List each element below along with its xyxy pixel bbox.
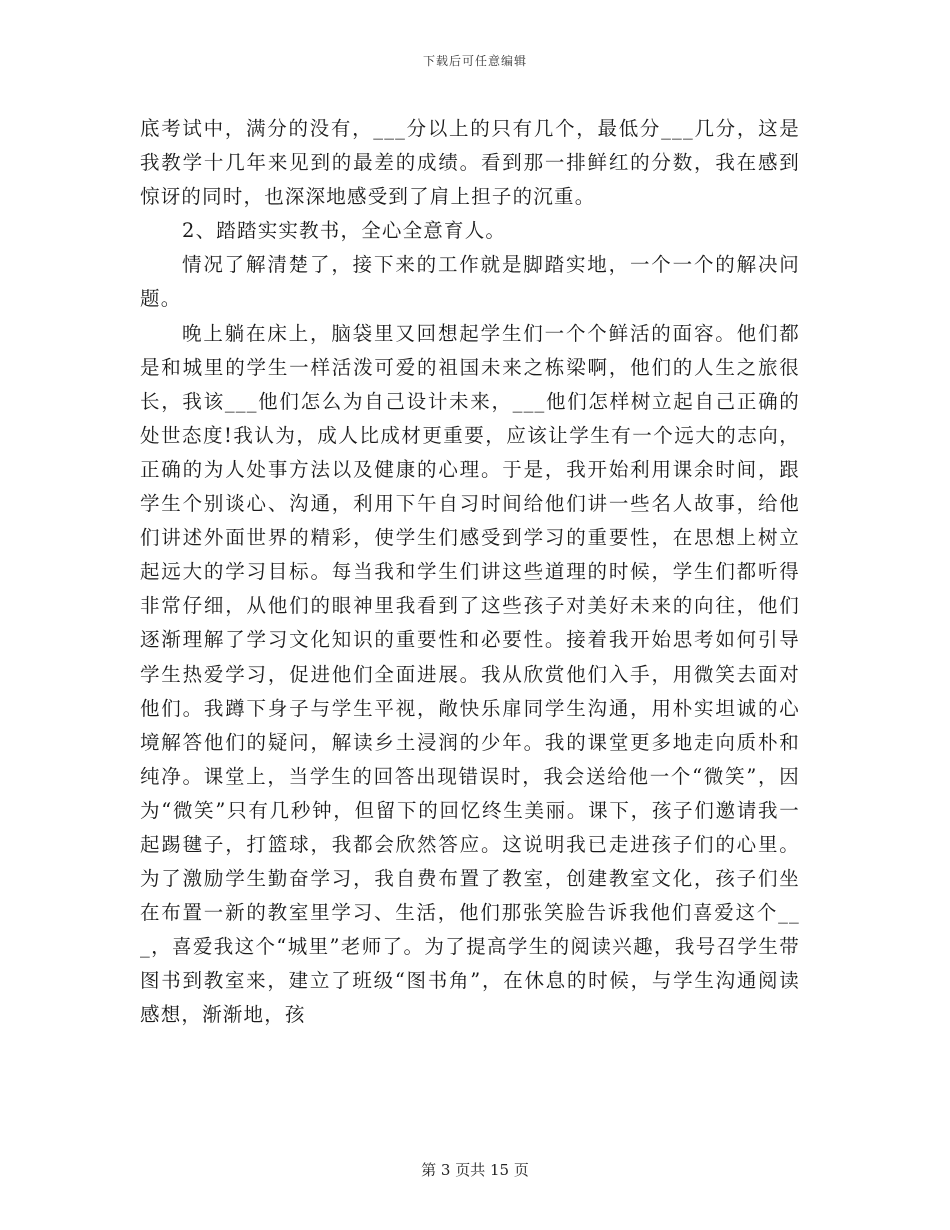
paragraph-situation: 情况了解清楚了，接下来的工作就是脚踏实地，一个一个的解决问题。: [140, 253, 800, 311]
paragraph-exam-results: 底考试中，满分的没有，___分以上的只有几个，最低分___几分，这是我教学十几年来见到的最差的成绩。看到那一排鲜红的分数，我在感到惊讶的同时，也深深地感受到了肩上担子的沉重。: [140, 117, 800, 209]
document-body: [140, 112, 800, 1033]
page-number: 第 3 页共 15 页: [421, 1161, 529, 1179]
page-header: 下载后可任意编辑: [422, 54, 527, 68]
paragraph-section-heading: 2、踏踏实实教书，全心全意育人。: [182, 219, 507, 243]
paragraph-teaching-narrative: 晚上躺在床上，脑袋里又回想起学生们一个个鲜活的面容。他们都是和城里的学生一样活泼可爱的祖国未来之栋梁啊，他们的人生之旅很长，我该___他们怎么为自己设计未来，___他们怎样树立起自己正确的处世态度!我认为，成人比成材更重要，应该让学生有一个远大的志向，正确的为人处事方法以及健康的心理。于是，我开始利用课余时间，跟学生个别谈心、沟通，利用下午自习时间给他们讲一些名人故事，给他们讲述外面世界的精彩，使学生们感受到学习的重要性，在思想上树立起远大的学习目标。每当我和学生们讲这些道理的时候，学生们都听得非常仔细，从他们的眼神里我看到了这些孩子对美好未来的向往，他们逐渐理解了学习文化知识的重要性和必要性。接着我开始思考如何引导学生热爱学习，促进他们全面进展。我从欣赏他们入手，用微笑去面对他们。我蹲下身子与学生平视，敞快乐扉同学生沟通，用朴实坦诚的心境解答他们的疑问，解读乡土浸润的少年。我的课堂更多地走向质朴和纯净。课堂上，当学生的回答出现错误时，我会送给他一个“微笑”，因为“微笑”只有几秒钟，但留下的回忆终生美丽。课下，孩子们邀请我一起踢毽子，打篮球，我都会欣然答应。这说明我已走进孩子们的心里。为了激励学生勤奋学习，我自费布置了教室，创建教室文化，孩子们坐在布置一新的教室里学习、生活，他们那张笑脸告诉我他们喜爱这个___，喜爱我这个“城里”老师了。为了提高学生的阅读兴趣，我号召学生带图书到教室来，建立了班级“图书角”，在休息的时候，与学生沟通阅读感想，渐渐地，孩: [140, 321, 800, 1027]
